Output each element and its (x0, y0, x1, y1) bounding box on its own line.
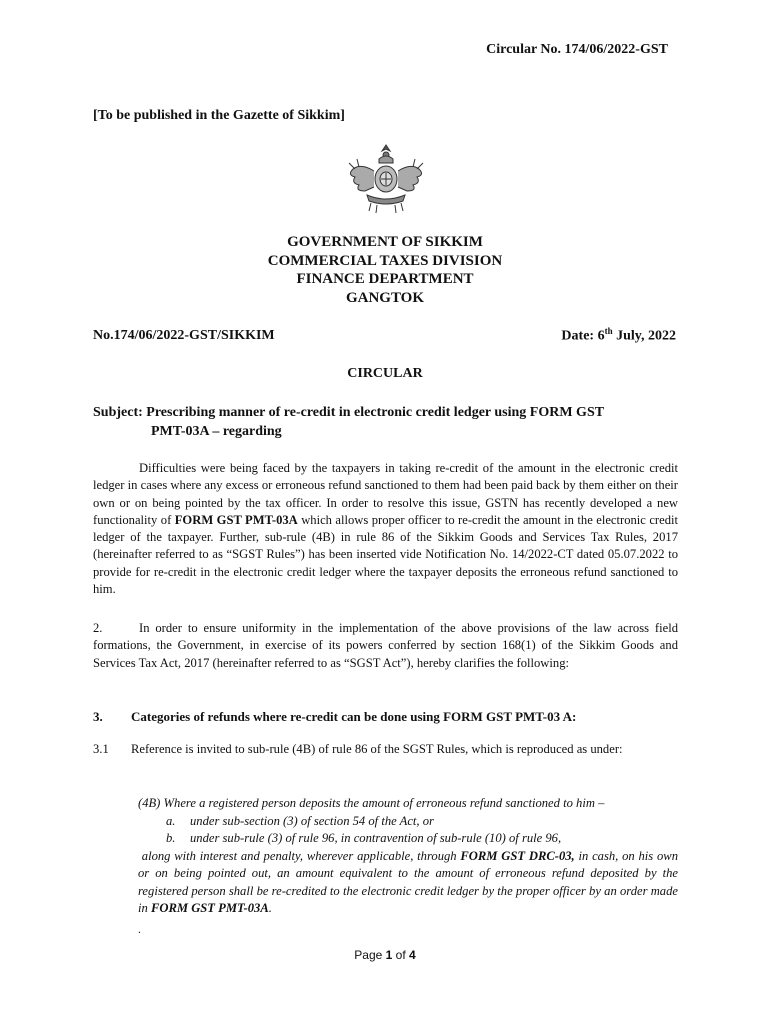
rule-quote (138, 795, 678, 918)
footer-of-word: of (392, 948, 410, 962)
circular-date (561, 326, 676, 345)
paragraph-1-text-a: Difficulties were being faced by the taxpayers in taking re-credit of the amount in the electronic credit ledger in cases where any excess or erroneous refund sanctioned to them had been paid back by them either on their own or on being pointed by the tax officer. In order to resolve this issue, GSTN has recently developed a new functionality of (93, 461, 678, 527)
paragraph-1-bold: FORM GST PMT-03A (174, 512, 298, 527)
footer-page-num: 1 (385, 948, 393, 962)
paragraph-1 (93, 460, 678, 598)
footer-page-word: Page (354, 948, 386, 962)
quote-cont-c: . (268, 901, 272, 915)
government-line-1: GOVERNMENT OF SIKKIM (287, 234, 483, 250)
paragraph-2-text: In order to ensure uniformity in the implementation of the above provisions of the law across field formations, the Government, in exercise of its powers conferred by section 168(1) of the Sikkim Goods and Services Tax Act, 2017 (hereinafter referred to as “SGST Act”), hereby clarifies the following: (93, 621, 678, 670)
quote-item-a-text: under sub-section (3) of section 54 of the Act, or (190, 813, 434, 828)
circular-number: Circular No. 174/06/2022-GST (486, 42, 668, 57)
section-3-title: Categories of refunds where re-credit can be done using FORM GST PMT-03 A: (131, 709, 577, 724)
subject-line-2: PMT-03A – regarding (151, 423, 282, 439)
sikkim-state-emblem-icon (341, 143, 431, 215)
government-line-4: GANGTOK (345, 289, 425, 306)
quote-cont-b: in cash, on his own or on being pointed out, an amount equivalent to the amount of erroneous refund deposited by the registered person shall be re-credited to the electronic credit ledger by the proper officer by an order made in (138, 848, 678, 915)
document-type-heading: CIRCULAR (347, 366, 423, 381)
quote-item-b-text: under sub-rule (3) of rule 96, in contravention of sub-rule (10) of rule 96, (190, 831, 562, 845)
quote-item-b-mark: b. (166, 831, 176, 845)
government-line-2: COMMERCIAL TAXES DIVISION (267, 252, 503, 269)
quote-item-b (138, 830, 678, 848)
page-footer (0, 948, 770, 962)
quote-cont-bold-1: FORM GST DRC-03, (460, 848, 575, 863)
quote-item-a-mark: a. (166, 813, 176, 828)
paragraph-3-1-number: 3.1 (93, 742, 109, 756)
quote-item-a (138, 813, 678, 831)
paragraph-2 (93, 620, 678, 672)
footer-page-total: 4 (409, 948, 416, 962)
section-3-number: 3. (93, 709, 103, 724)
reference-number: No.174/06/2022-GST/SIKKIM (93, 328, 275, 343)
government-heading (0, 233, 770, 307)
subject-line-1: Subject: Prescribing manner of re-credit in electronic credit ledger using FORM GST (93, 405, 605, 420)
trailing-dot: . (138, 922, 141, 936)
date-suffix: July, 2022 (612, 328, 676, 344)
quote-continuation (138, 848, 678, 918)
date-prefix: Date: 6 (561, 328, 605, 344)
paragraph-2-number: 2. (93, 621, 103, 635)
subject-block (93, 404, 693, 441)
paragraph-1-text-b: which allows proper officer to re-credit the amount in the electronic credit ledger of the taxpayer. Further, sub-rule (4B) in rule 86 of the Sikkim Goods and Services Tax Rules, 2017 (hereinafter referred to as “SGST Rules”) has been inserted vide Notification No. 14/2022-CT dated 05.07.2022 to provide for re-credit in the electronic credit ledger where the taxpayer deposits the erroneous refund sanctioned to him. (93, 512, 678, 597)
paragraph-3-1-text: Reference is invited to sub-rule (4B) of rule 86 of the SGST Rules, which is reproduced as under: (131, 742, 623, 756)
date-superscript: th (604, 326, 613, 336)
quote-intro: (4B) Where a registered person deposits the amount of erroneous refund sanctioned to him – (138, 796, 605, 810)
gazette-note: [To be published in the Gazette of Sikkim] (93, 108, 345, 123)
government-line-3: FINANCE DEPARTMENT (296, 271, 474, 287)
section-3-heading (93, 709, 678, 725)
paragraph-3-1 (93, 741, 678, 758)
quote-cont-a: along with interest and penalty, wherever applicable, through (141, 848, 461, 863)
quote-cont-bold-2: FORM GST PMT-03A (150, 901, 269, 915)
